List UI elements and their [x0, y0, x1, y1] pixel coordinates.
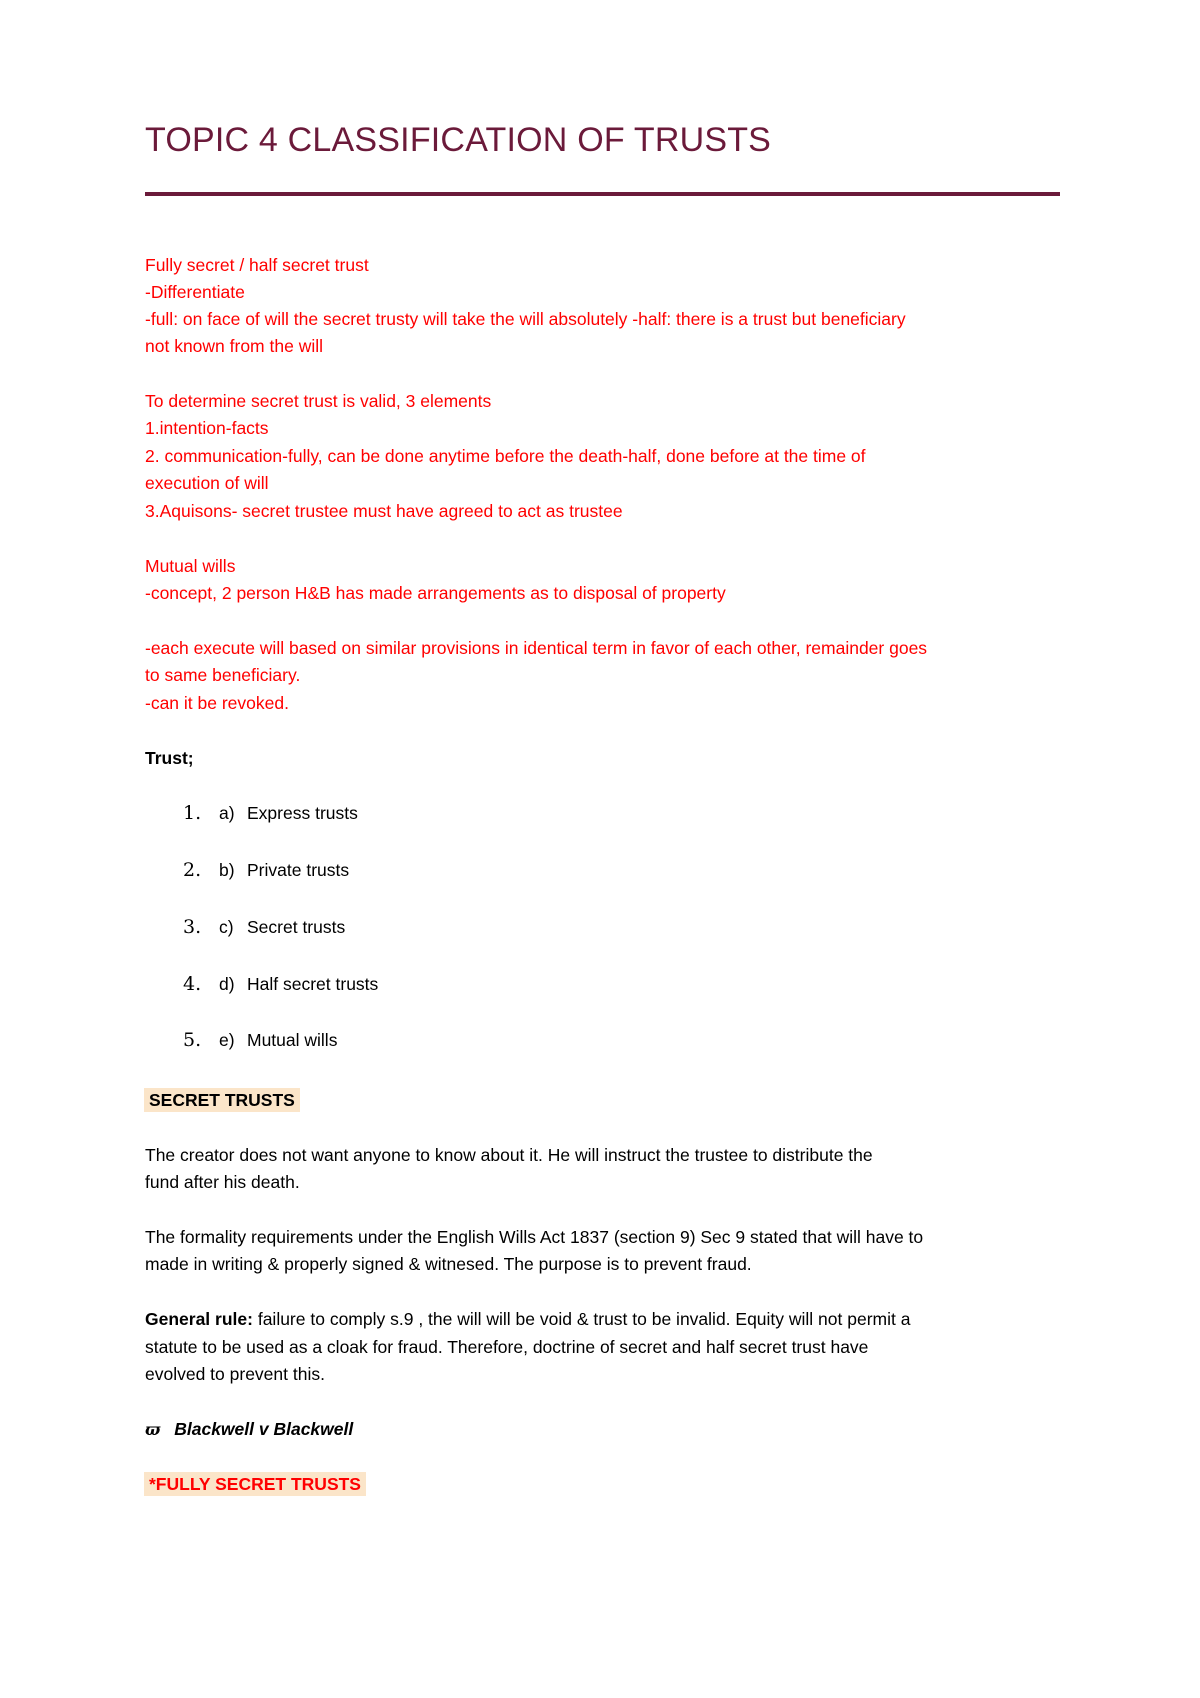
trust-heading: Trust; — [145, 748, 194, 768]
note-line: 3.Aquisons- secret trustee must have agreed to act as trustee — [145, 501, 623, 521]
note-line: -concept, 2 person H&B has made arrangements as to disposal of property — [145, 583, 726, 603]
list-text: Secret trusts — [247, 917, 346, 937]
list-item — [183, 800, 358, 827]
general-rule-label: General rule: — [145, 1309, 253, 1329]
list-text: Private trusts — [247, 860, 350, 880]
note-line: not known from the will — [145, 336, 323, 356]
paragraph-line — [145, 1306, 910, 1333]
list-number: 1. — [183, 802, 202, 824]
list-item — [183, 857, 349, 884]
paragraph-line: evolved to prevent this. — [145, 1364, 325, 1384]
note-line: -each execute will based on similar provisions in identical term in favor of each other, remainder goes — [145, 638, 928, 658]
note-line: execution of will — [145, 473, 269, 493]
list-letter: d) — [219, 974, 235, 994]
list-text: Mutual wills — [247, 1030, 338, 1050]
paragraph-line: The creator does not want anyone to know about it. He will instruct the trustee to distribute the — [145, 1145, 873, 1165]
list-number: 3. — [183, 916, 202, 938]
case-citation — [145, 1416, 353, 1443]
note-line: To determine secret trust is valid, 3 elements — [145, 391, 492, 411]
list-number: 5. — [183, 1029, 202, 1051]
list-item — [183, 1027, 337, 1054]
highlighted-heading-text: SECRET TRUSTS — [144, 1088, 300, 1112]
list-number: 4. — [183, 973, 202, 995]
case-name: Blackwell v Blackwell — [174, 1419, 354, 1439]
paragraph-line: statute to be used as a cloak for fraud. Therefore, doctrine of secret and half secret trust have — [145, 1337, 869, 1357]
general-rule-text: failure to comply s.9 , the will will be void & trust to be invalid. Equity will not permit a — [252, 1309, 911, 1329]
list-number: 2. — [183, 859, 202, 881]
title-underline-rule — [145, 192, 1060, 196]
note-line: -full: on face of will the secret trusty will take the will absolutely -half: there is a trust but beneficiary — [145, 309, 906, 329]
note-line: 2. communication-fully, can be done anytime before the death-half, done before at the time of — [145, 446, 866, 466]
list-letter: c) — [219, 917, 234, 937]
list-text: Express trusts — [247, 803, 358, 823]
note-line: to same beneficiary. — [145, 665, 301, 685]
paragraph-line: made in writing & properly signed & witnesed. The purpose is to prevent fraud. — [145, 1254, 752, 1274]
secret-trusts-heading — [145, 1087, 300, 1114]
page-title: TOPIC 4 CLASSIFICATION OF TRUSTS — [145, 121, 772, 159]
highlighted-heading-text: *FULLY SECRET TRUSTS — [144, 1472, 366, 1496]
bullet-icon: ϖ — [145, 1420, 161, 1439]
list-item — [183, 971, 378, 998]
list-letter: e) — [219, 1030, 235, 1050]
paragraph-line: The formality requirements under the English Wills Act 1837 (section 9) Sec 9 stated that will have to — [145, 1227, 924, 1247]
note-line: 1.intention-facts — [145, 418, 269, 438]
fully-secret-trusts-heading — [145, 1471, 366, 1498]
note-line: Mutual wills — [145, 556, 236, 576]
list-letter: a) — [219, 803, 235, 823]
list-text: Half secret trusts — [247, 974, 379, 994]
paragraph-line: fund after his death. — [145, 1172, 300, 1192]
note-line: -can it be revoked. — [145, 693, 289, 713]
list-letter: b) — [219, 860, 235, 880]
note-line: -Differentiate — [145, 282, 245, 302]
list-item — [183, 914, 345, 941]
note-line: Fully secret / half secret trust — [145, 255, 369, 275]
